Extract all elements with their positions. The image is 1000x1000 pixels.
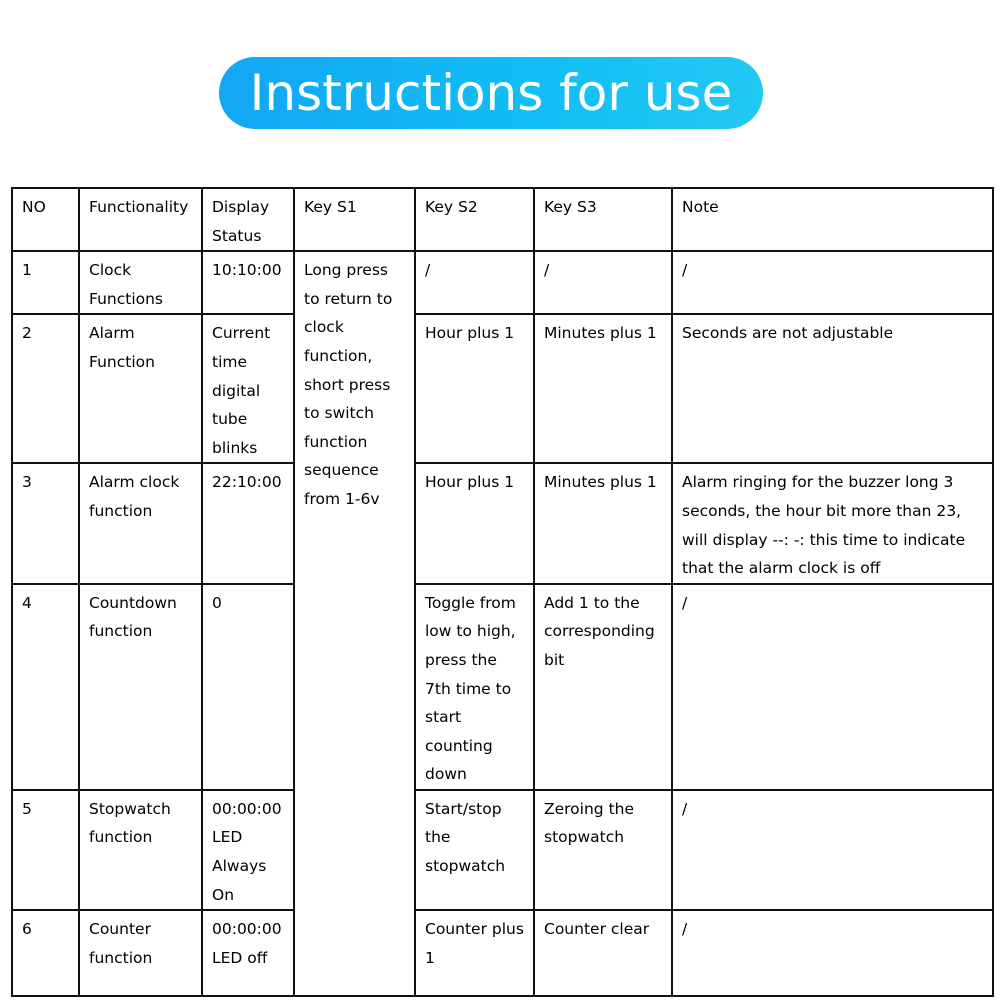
row-note: / [672,584,993,790]
table-row [12,251,993,314]
title-banner [219,57,763,129]
table-row [12,910,993,996]
row-display-status: 0 [202,584,294,790]
row-no: 1 [12,251,79,314]
header-functionality: Functionality [79,188,202,251]
row-no: 6 [12,910,79,996]
header-display-status: Display Status [202,188,294,251]
row-functionality: Alarm Function [79,314,202,463]
page-title: Instructions for use [249,64,733,122]
row-key-s3: Minutes plus 1 [534,314,672,463]
row-no: 4 [12,584,79,790]
row-key-s2: Toggle from low to high, press the 7th time to start counting down [415,584,534,790]
row-key-s2: Hour plus 1 [415,463,534,583]
row-display-status: 10:10:00 [202,251,294,314]
row-key-s3: Add 1 to the corresponding bit [534,584,672,790]
row-key-s3: Zeroing the stopwatch [534,790,672,910]
row-display-status: 00:00:00 LED off [202,910,294,996]
row-note: / [672,790,993,910]
row-functionality: Alarm clock function [79,463,202,583]
table-row [12,463,993,583]
row-functionality: Clock Functions [79,251,202,314]
row-note: Seconds are not adjustable [672,314,993,463]
table-header-row [12,188,993,251]
row-key-s3: / [534,251,672,314]
row-key-s2: / [415,251,534,314]
row-key-s3: Counter clear [534,910,672,996]
row-note: Alarm ringing for the buzzer long 3 seconds, the hour bit more than 23, will display --: -: this time to indicate that the alarm clock is off [672,463,993,583]
row-functionality: Counter function [79,910,202,996]
row-key-s3: Minutes plus 1 [534,463,672,583]
key-s1-shared-cell: Long press to return to clock function, short press to switch function sequence from 1-6v [294,251,415,996]
row-note: / [672,910,993,996]
row-no: 5 [12,790,79,910]
header-note: Note [672,188,993,251]
row-display-status: 00:00:00 LED Always On [202,790,294,910]
row-display-status: 22:10:00 [202,463,294,583]
instructions-table [11,187,994,997]
table-row [12,584,993,790]
row-key-s2: Start/stop the stopwatch [415,790,534,910]
row-key-s2: Hour plus 1 [415,314,534,463]
header-key-s1: Key S1 [294,188,415,251]
row-display-status: Current time digital tube blinks [202,314,294,463]
row-no: 3 [12,463,79,583]
row-functionality: Countdown function [79,584,202,790]
table-row [12,314,993,463]
header-key-s2: Key S2 [415,188,534,251]
row-note: / [672,251,993,314]
table-row [12,790,993,910]
row-functionality: Stopwatch function [79,790,202,910]
row-key-s2: Counter plus 1 [415,910,534,996]
row-no: 2 [12,314,79,463]
header-key-s3: Key S3 [534,188,672,251]
header-no: NO [12,188,79,251]
